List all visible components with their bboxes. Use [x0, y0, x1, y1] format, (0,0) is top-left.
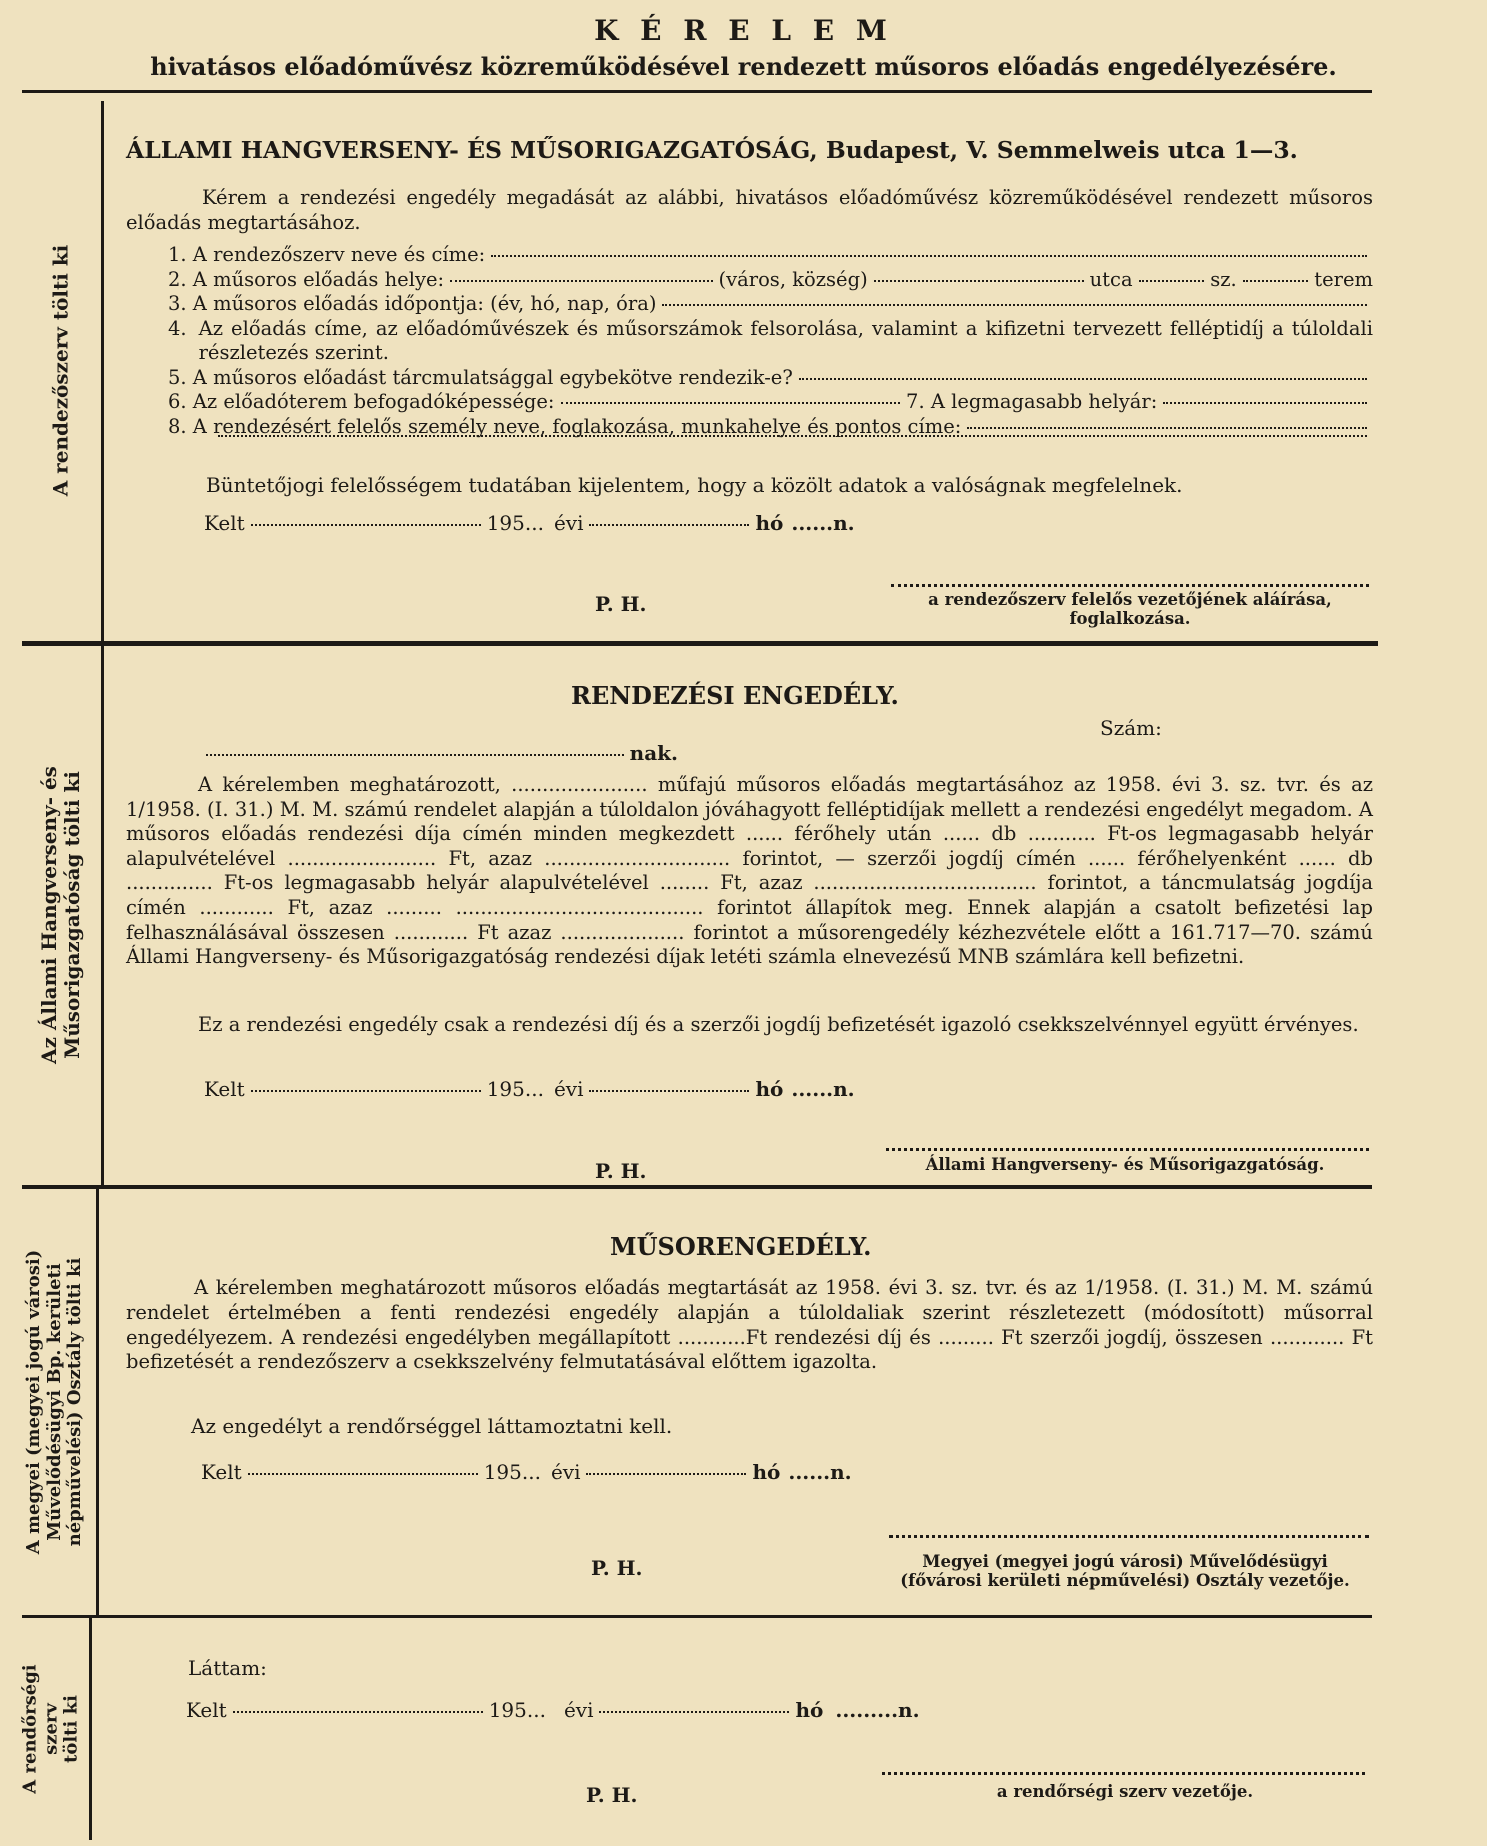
section3-signature-line[interactable]: [889, 1535, 1369, 1538]
form-subtitle: hivatásos előadóművész közreműködésével rendezett műsoros előadás engedélyezésére.: [150, 52, 1337, 81]
section2-body2: [126, 1013, 1373, 1038]
item-8-continued: [126, 439, 1373, 463]
section3-ho: hó: [752, 1460, 781, 1484]
section1-items: [126, 243, 1373, 463]
divider-1: [22, 641, 1378, 646]
section2-year: 195...: [486, 1077, 544, 1101]
section3-body: [126, 1276, 1373, 1375]
section2-signature-label: Állami Hangverseny- és Műsorigazgatóság.: [925, 1155, 1325, 1174]
section3-heading: MŰSORENGEDÉLY.: [610, 1232, 872, 1261]
item-2-label: 2. A műsoros előadás helye:: [168, 267, 445, 291]
section1-signature-label-2: foglalkozása.: [1069, 609, 1191, 628]
section2-date-place-blank[interactable]: [251, 1090, 481, 1092]
section4-year: 195...: [488, 1698, 546, 1722]
section3-signature-label-2: (fővárosi kerületi népművelési) Osztály vezetője.: [900, 1571, 1350, 1590]
section3-date-place-blank[interactable]: [248, 1473, 478, 1475]
section3-kelt: Kelt: [201, 1460, 242, 1484]
item-2-street-blank[interactable]: [1139, 280, 1205, 282]
section1-year: 195...: [486, 511, 544, 535]
item-2-city-blank[interactable]: [874, 280, 1084, 282]
item-2-room-label: terem: [1314, 267, 1374, 291]
item-8-blank[interactable]: [967, 427, 1367, 429]
section2-stamp-ph: P. H.: [595, 1159, 647, 1183]
margin-line-3: [96, 1189, 99, 1615]
item-5-blank[interactable]: [799, 378, 1367, 380]
section1-signature-line[interactable]: [891, 584, 1369, 587]
item-4-label: Az előadás címe, az előadóművészek és műsorszámok felsorolása, valamint a kifizetni tervezett felléptidíj a túloldali részletezés szerint.: [198, 316, 1373, 364]
item-6-label: 6. Az előadóterem befogadóképessége:: [168, 390, 555, 413]
item-1: [126, 243, 1373, 268]
sidebar-police-line1: A rendőrségi: [19, 1664, 41, 1795]
item-2-street-label: utca: [1089, 267, 1133, 291]
margin-line-1: [101, 101, 104, 641]
item-6-7: [126, 390, 1373, 415]
item-8-label: 8. A rendezésért felelős személy neve, foglakozása, munkahelye és pontos címe:: [168, 414, 962, 438]
sidebar-organizer: [22, 110, 100, 630]
item-1-blank[interactable]: [491, 255, 1367, 257]
section4-kelt: Kelt: [186, 1698, 227, 1722]
sidebar-county-line3: népművelési) Osztály tölti ki: [64, 1257, 86, 1547]
section3-day: ......n.: [788, 1460, 852, 1484]
section1-signature-label: [880, 590, 1380, 628]
item-2: [126, 268, 1373, 293]
sidebar-county-line2: Művelődésügyi Bp. kerületi: [43, 1263, 65, 1541]
section2-body: [126, 773, 1373, 970]
item-2-place-blank[interactable]: [450, 280, 712, 282]
section3-body-text: A kérelemben meghatározott műsoros előadás megtartását az 1958. évi 3. sz. tvr. és az 1/1958. (I. 31.) M. M. számú rendelet értelmében a fenti rendezési engedély alapján a túloldaliak szerint részletezett (módosított) műsorral engedélyezem. A rendezési engedélyben megállapított ...........Ft rendezési díj és ......... Ft szerzői jogdíj, összesen ............ Ft befizetését a rendezőszerv a csekkszelvény felmutatásával előttem igazolta.: [126, 1276, 1373, 1374]
section2-recipient-row: [206, 741, 678, 765]
section2-number-label: Szám:: [1100, 716, 1162, 740]
section3-stamp-ph: P. H.: [591, 1556, 643, 1580]
section4-stamp-ph: P. H.: [586, 1783, 638, 1807]
section2-evi: évi: [553, 1077, 584, 1101]
sidebar-county: [14, 1192, 96, 1612]
section1-intro-text: Kérem a rendezési engedély megadását az alábbi, hivatásos előadóművész közreműködésével rendezett műsoros előadás megtartásához.: [126, 186, 1373, 234]
section1-heading: ÁLLAMI HANGVERSENY- ÉS MŰSORIGAZGATÓSÁG, Budapest, V. Semmelweis utca 1—3.: [126, 136, 1298, 164]
divider-3: [22, 1615, 1372, 1618]
divider-2: [22, 1185, 1372, 1189]
section2-body-text: A kérelemben meghatározott, ...................... műfajú műsoros előadás megtartásához az 1958. évi 3. sz. tvr. és az 1/1958. (I. 31.) M. M. számú rendelet alapján a túloldalon jóváhagyott felléptidíjak mellett a rendezési engedélyt megadom. A műsoros előadás rendezési díja címén minden megkezdett ...... férőhely után ...... db ........... Ft-os legmagasabb helyár alapulvételével ........................ Ft, azaz .............................. forintot, — szerzői jogdíj címén ...... férőhelyenként ...... db .............. Ft-os legmagasabb helyár alapulvételével ........ Ft, azaz .................................... forintot, a táncmulatság jogdíja címén ............ Ft, azaz ......... ........................................ forintot állapítok meg. Ennek alapján a csatolt befizetési lap felhasználásával összesen ............ Ft azaz .................... forintot a műsorengedély kézhezvétele előtt a 161.717—70. számú Állami Hangverseny- és Műsorigazgatóság rendezési díjak letéti számla elnevezésű MNB számlára kell befizetni.: [126, 773, 1373, 969]
section2-date-row: [204, 1077, 924, 1101]
sidebar-directorate-line2: Műsorigazgatóság tölti ki: [60, 771, 85, 1059]
item-8-blank-line2[interactable]: [218, 435, 1367, 437]
item-7-blank[interactable]: [1163, 402, 1367, 404]
item-7-label: 7. A legmagasabb helyár:: [906, 390, 1158, 413]
section2-recipient-blank[interactable]: [206, 754, 624, 756]
section1-stamp-ph: P. H.: [595, 592, 647, 616]
section1-evi: évi: [553, 511, 584, 535]
section1-month-blank[interactable]: [589, 524, 749, 526]
margin-line-2: [101, 646, 104, 1185]
section1-day: ......n.: [791, 511, 855, 535]
item-5: [126, 366, 1373, 391]
section4-ho: hó: [795, 1698, 824, 1722]
section3-evi: évi: [550, 1460, 581, 1484]
top-divider: [22, 90, 1372, 93]
section1-ho: hó: [755, 511, 784, 535]
item-3-blank[interactable]: [662, 304, 1367, 306]
section2-signature-line[interactable]: [886, 1148, 1369, 1151]
section2-heading: RENDEZÉSI ENGEDÉLY.: [571, 681, 899, 710]
item-2-number-label: sz.: [1210, 267, 1237, 291]
item-1-label: 1. A rendezőszerv neve és címe:: [168, 243, 486, 266]
item-6-blank[interactable]: [561, 402, 901, 404]
item-2-number-blank[interactable]: [1243, 280, 1309, 282]
section2-ho: hó: [755, 1077, 784, 1101]
section4-day: .........n.: [835, 1698, 920, 1722]
section3-signature-label: [870, 1552, 1380, 1590]
item-3-label: 3. A műsoros előadás időpontja: (év, hó, nap, óra): [168, 292, 657, 315]
section3-date-row: [201, 1460, 921, 1484]
item-3: [126, 292, 1373, 317]
form-title: K É R E L E M: [594, 14, 893, 47]
item-2-city-label: (város, község): [718, 267, 868, 291]
section4-evi: évi: [563, 1698, 594, 1722]
sidebar-directorate: [22, 650, 100, 1180]
section4-signature-label: a rendőrségi szerv vezetője.: [996, 1782, 1254, 1801]
section1-declaration: Büntetőjogi felelősségem tudatában kijelentem, hogy a közölt adatok a valóságnak megfelelnek.: [206, 473, 1183, 497]
section4-date-place-blank[interactable]: [233, 1711, 483, 1713]
sidebar-police: [14, 1622, 89, 1837]
section1-date-place-blank[interactable]: [251, 524, 481, 526]
section2-kelt: Kelt: [204, 1077, 245, 1101]
section3-police-note: Az engedélyt a rendőrséggel láttamoztatni kell.: [191, 1414, 673, 1438]
section2-day: ......n.: [791, 1077, 855, 1101]
section1-signature-label-1: a rendezőszerv felelős vezetőjének aláírása,: [928, 590, 1332, 609]
section3-month-blank[interactable]: [586, 1473, 746, 1475]
item-5-label: 5. A műsoros előadást tárcmulatsággal egybekötve rendezik-e?: [168, 365, 793, 389]
item-4-number: 4.: [168, 316, 187, 340]
section3-year: 195...: [483, 1460, 541, 1484]
section3-signature-label-1: Megyei (megyei jogú városi) Művelődésügyi: [922, 1552, 1328, 1571]
section4-date-row: [186, 1698, 986, 1722]
sidebar-county-line1: A megyei (megyei jogú városi): [22, 1249, 44, 1555]
sidebar-directorate-line1: Az Állami Hangverseny- és: [37, 766, 62, 1064]
sidebar-police-line3: tölti ki: [60, 1695, 82, 1764]
section1-date-row: [204, 511, 924, 535]
section2-month-blank[interactable]: [589, 1090, 749, 1092]
item-4: [126, 317, 1373, 366]
section2-nak: nak.: [629, 741, 678, 765]
section4-month-blank[interactable]: [599, 1711, 789, 1713]
section1-intro: [126, 186, 1373, 235]
section4-signature-line[interactable]: [882, 1772, 1365, 1775]
sidebar-organizer-label: A rendezőszerv tölti ki: [48, 244, 73, 496]
section1-kelt: Kelt: [204, 511, 245, 535]
margin-line-4: [89, 1618, 92, 1840]
section4-seen: Láttam:: [188, 1656, 267, 1680]
sidebar-police-line2: szerv: [40, 1703, 62, 1756]
section2-body2-text: Ez a rendezési engedély csak a rendezési díj és a szerzői jogdíj befizetését igazoló csekkszelvénnyel együtt érvényes.: [198, 1013, 1359, 1036]
